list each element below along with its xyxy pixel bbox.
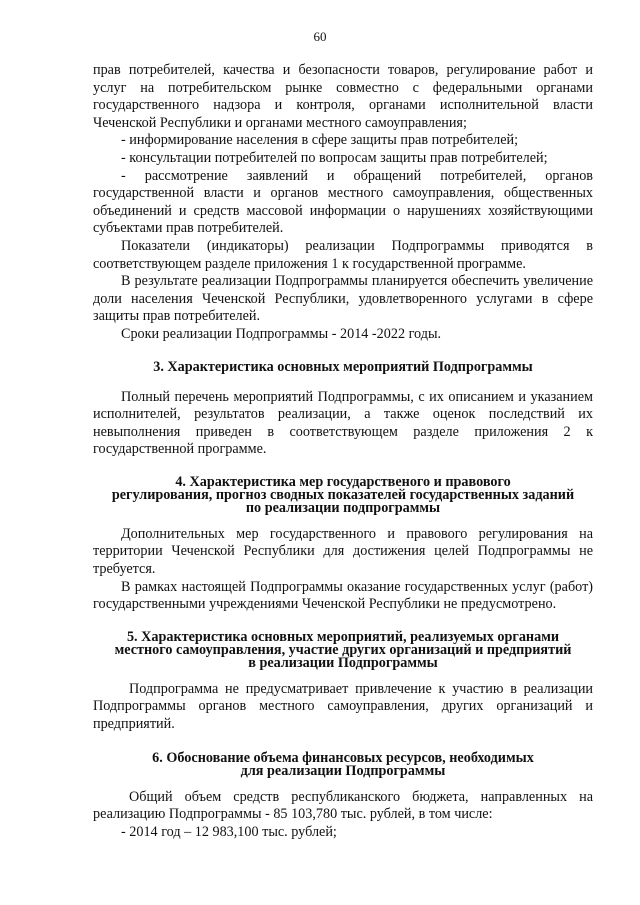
section-4-heading <box>93 473 593 516</box>
heading-line: регулирования, прогноз сводных показателей государственных заданий <box>111 486 575 503</box>
section-6-heading <box>93 749 593 779</box>
list-item: - консультации потребителей по вопросам защиты прав потребителей; <box>121 149 548 166</box>
paragraph: Подпрограмма не предусматривает привлечение к участию в реализации Подпрограммы органов местного самоуправления, других организаций и предприятий. <box>93 680 593 733</box>
paragraph: Общий объем средств республиканского бюджета, направленных на реализацию Подпрограммы - 85 103,780 тыс. рублей, в том числе: <box>93 788 593 823</box>
paragraph: Полный перечень мероприятий Подпрограммы, с их описанием и указанием исполнителей, результатов реализации, а также оценок последствий их невыполнения приведен в соответствующем разделе приложения 2 к государственной программе. <box>93 388 593 458</box>
paragraph: прав потребителей, качества и безопасности товаров, регулирование работ и услуг на потребительском рынке совместно с федеральными органами государственного надзора и контроля, органами исполнительной власти Чеченской Республики и органами местного самоуправления; <box>93 62 593 131</box>
heading-line: 5. Характеристика основных мероприятий, реализуемых органами <box>126 628 560 645</box>
paragraph: Показатели (индикаторы) реализации Подпрограммы приводятся в соответствующем разделе приложения 1 к государственной программе. <box>93 237 593 272</box>
list-item: - информирование населения в сфере защиты прав потребителей; <box>121 132 519 149</box>
heading-line: местного самоуправления, участие других организаций и предприятий <box>114 641 572 658</box>
paragraph: В рамках настоящей Подпрограммы оказание государственных услуг (работ) государственными учреждениями Чеченской Республики не предусмотрено. <box>93 578 593 613</box>
heading-line: 6. Обоснование объема финансовых ресурсов, необходимых <box>152 749 534 766</box>
heading-line: 4. Характеристика мер государственого и правового <box>175 473 511 490</box>
section-3-heading: 3. Характеристика основных мероприятий Подпрограммы <box>153 358 533 375</box>
heading-line: для реализации Подпрограммы <box>240 762 446 779</box>
paragraph: Дополнительных мер государственного и правового регулирования на территории Чеченской Республики для достижения целей Подпрограммы не требуется. <box>93 525 593 578</box>
heading-line: по реализации подпрограммы <box>245 499 441 516</box>
page-number: 60 <box>313 29 327 44</box>
section-5-heading <box>93 628 593 671</box>
paragraph: В результате реализации Подпрограммы планируется обеспечить увеличение доли населения Чеченской Республики, удовлетворенного услугами в сфере защиты прав потребителей. <box>93 273 593 325</box>
heading-line: в реализации Подпрограммы <box>248 654 438 671</box>
list-item: - 2014 год – 12 983,100 тыс. рублей; <box>121 823 337 840</box>
document-body <box>93 62 593 841</box>
paragraph: Сроки реализации Подпрограммы - 2014 -2022 годы. <box>121 325 442 342</box>
list-item: - рассмотрение заявлений и обращений потребителей, органов государственной власти и органов местного самоуправления, общественных объединений и средств массовой информации о нарушениях хозяйствующими субъектами прав потребителей. <box>93 167 593 237</box>
